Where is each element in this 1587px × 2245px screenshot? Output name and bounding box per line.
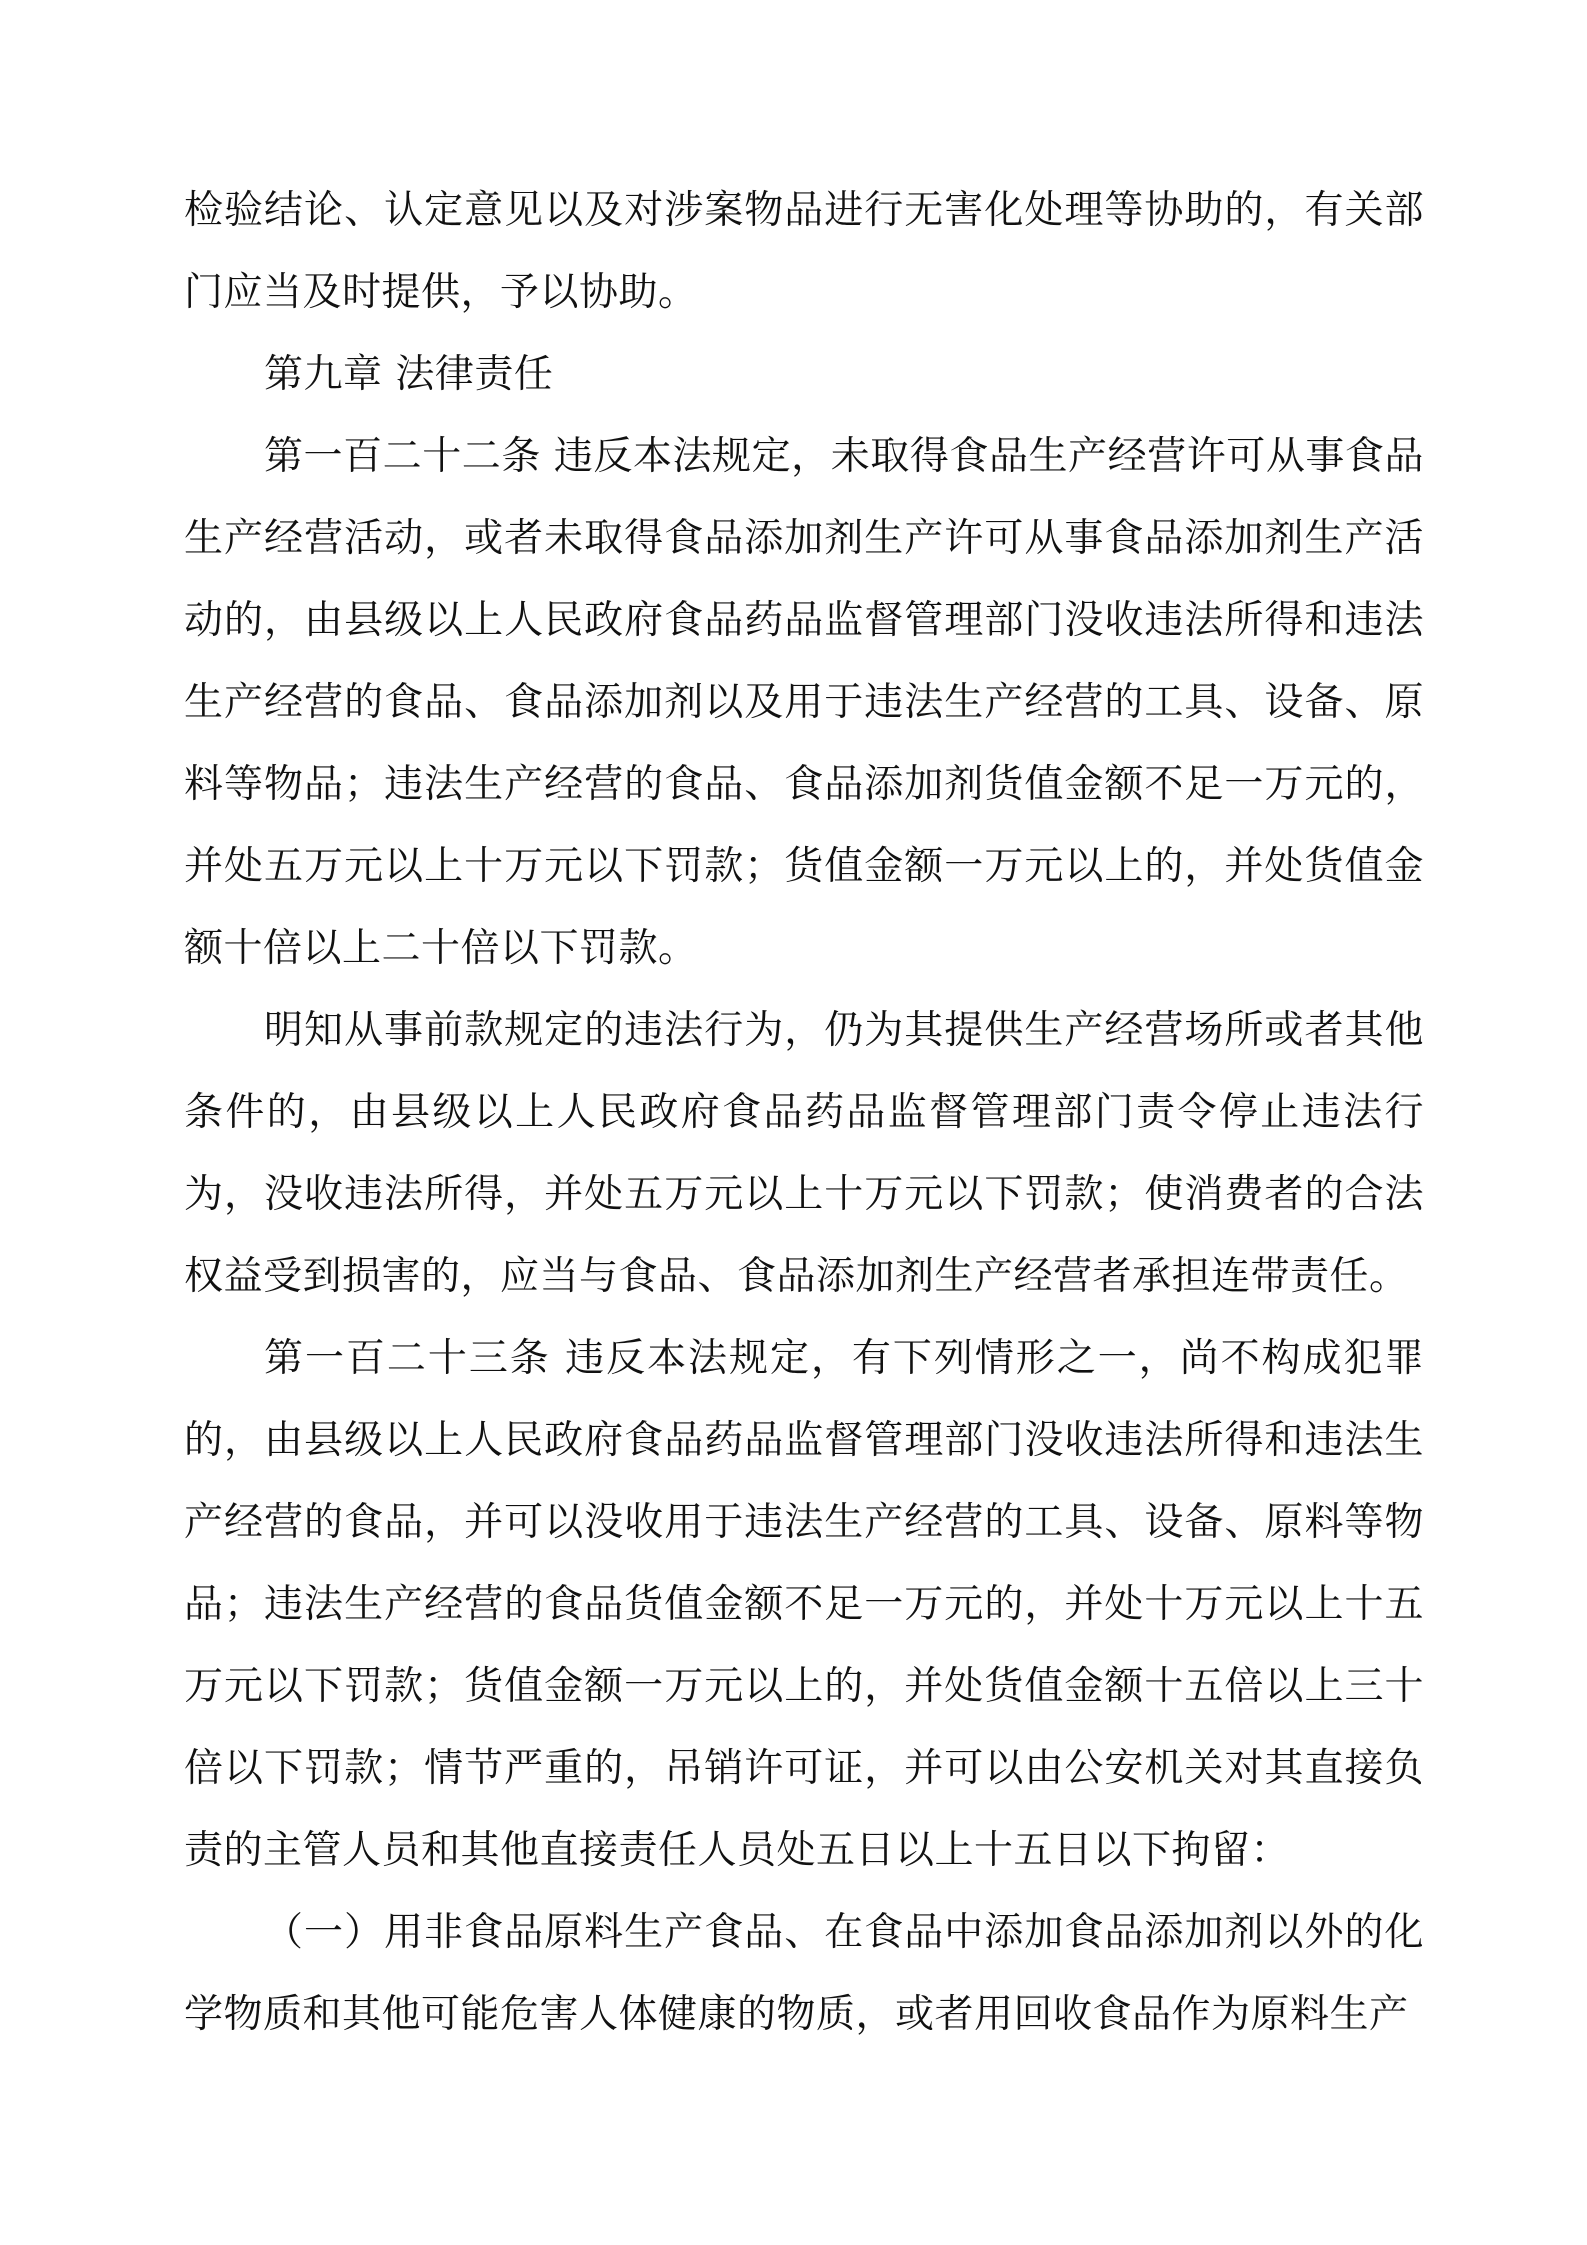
- chapter-heading: 第九章 法律责任: [264, 352, 554, 397]
- article-123-item-1: （一）用非食品原料生产食品、在食品中添加食品添加剂以外的化学物质和其他可能危害人体健康的物质，或者用回收食品作为原料生产: [184, 1910, 1424, 2037]
- paragraph-continuation: 检验结论、认定意见以及对涉案物品进行无害化处理等协助的，有关部门应当及时提供，予以协助。: [184, 188, 1424, 315]
- article-122-paragraph-2: 明知从事前款规定的违法行为，仍为其提供生产经营场所或者其他条件的，由县级以上人民政府食品药品监督管理部门责令停止违法行为，没收违法所得，并处五万元以上十万元以下罚款；使消费者的合法权益受到损害的，应当与食品、食品添加剂生产经营者承担连带责任。: [184, 1008, 1424, 1299]
- article-123: 第一百二十三条 违反本法规定，有下列情形之一，尚不构成犯罪的，由县级以上人民政府食品药品监督管理部门没收违法所得和违法生产经营的食品，并可以没收用于违法生产经营的工具、设备、原料等物品；违法生产经营的食品货值金额不足一万元的，并处十万元以上十五万元以下罚款；货值金额一万元以上的，并处货值金额十五倍以上三十倍以下罚款；情节严重的，吊销许可证，并可以由公安机关对其直接负责的主管人员和其他直接责任人员处五日以上十五日以下拘留：: [184, 1336, 1424, 1873]
- article-122: 第一百二十二条 违反本法规定，未取得食品生产经营许可从事食品生产经营活动，或者未取得食品添加剂生产许可从事食品添加剂生产活动的，由县级以上人民政府食品药品监督管理部门没收违法所得和违法生产经营的食品、食品添加剂以及用于违法生产经营的工具、设备、原料等物品；违法生产经营的食品、食品添加剂货值金额不足一万元的，并处五万元以上十万元以下罚款；货值金额一万元以上的，并处货值金额十倍以上二十倍以下罚款。: [184, 434, 1424, 971]
- document-body: [184, 170, 1424, 2056]
